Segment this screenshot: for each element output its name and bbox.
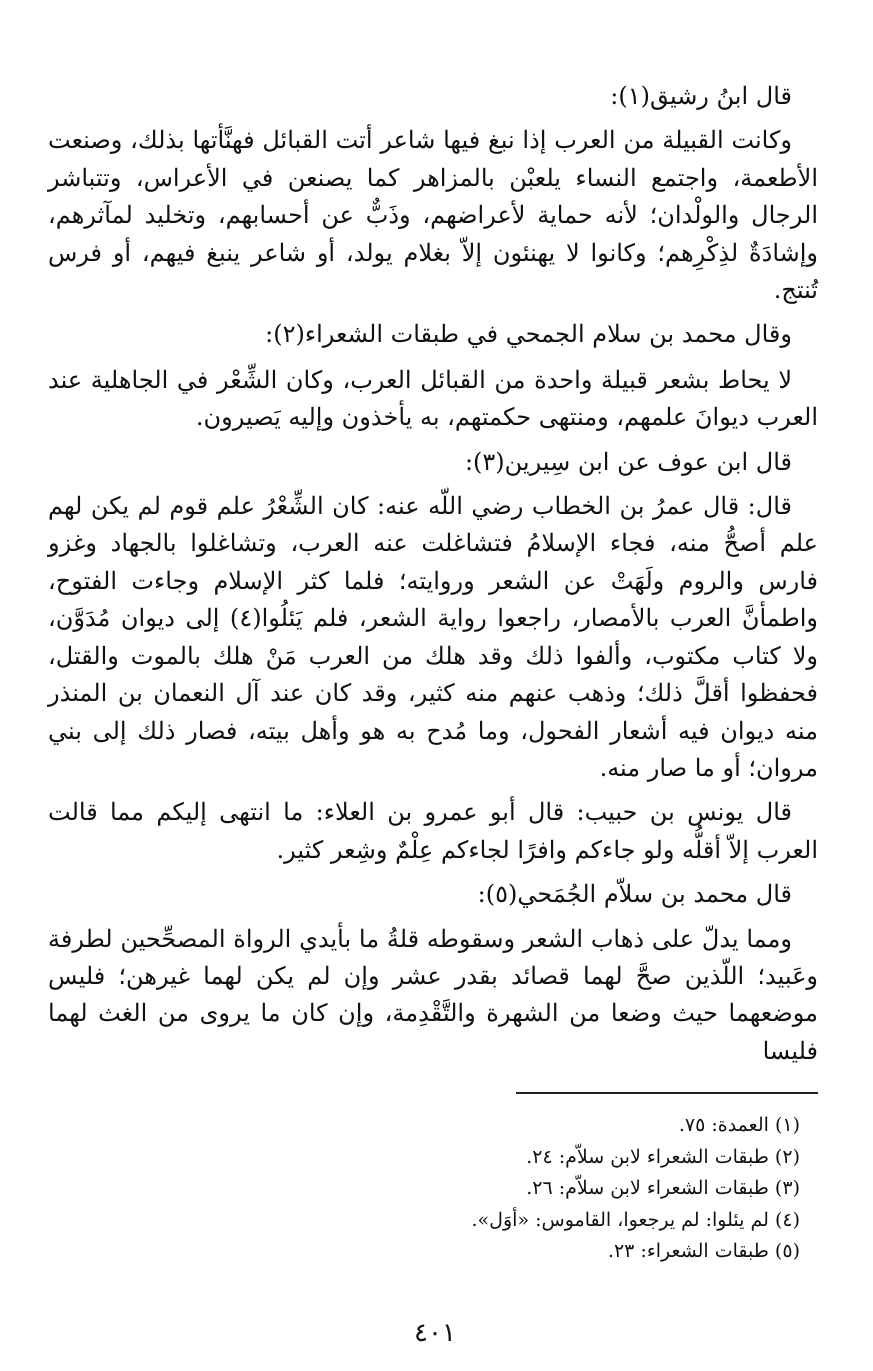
footnote-1: (١) العمدة: ٧٥. bbox=[678, 1114, 800, 1136]
intro-line-ibn-rashiq: قال ابنُ رشيق(١): bbox=[610, 82, 792, 110]
paragraph-umar-quote: قال: قال عمرُ بن الخطاب رضي اللّه عنه: كان الشِّعْرُ علم قوم لم يكن لهم علم أصحُّ منه، فجاء الإسلامُ فتشاغلت عنه العرب، وتشاغلوا بالجهاد وغزو فارس والروم ولَهَتْ عن الشعر وروايته؛ فلما كثر الإسلام وجاءت الفتوح، واطمأنَّ العرب بالأمصار، راجعوا رواية الشعر، فلم يَئلُوا(٤) إلى ديوان مُدَوَّن، ولا كتاب مكتوب، وألفوا ذلك وقد هلك من العرب مَنْ هلك بالموت والقتل، فحفظوا أقلَّ ذلك؛ وذهب عنهم منه كثير، وقد كان عند آل النعمان بن المنذر منه ديوان فيه أشعار الفحول، وما مُدح به هو وأهل بيته، فصار ذلك إلى بني مروان؛ أو ما صار منه. bbox=[48, 492, 818, 782]
paragraph-tribe-poet: وكانت القبيلة من العرب إذا نبغ فيها شاعر أتت القبائل فهنَّأتها بذلك، وصنعت الأطعمة، واجتمع النساء يلعبْن بالمزاهر كما يصنعن في الأعراس، وتتباشر الرجال والولْدان؛ لأنه حماية لأعراضهم، وذَبٌّ عن أحسابهم، وتخليد لمآثرهم، وإشادَةٌ لذِكْرِهم؛ وكانوا لا يهنئون إلاّ بغلام يولد، أو شاعر ينبغ فيهم، أو فرس تُنتج. bbox=[48, 126, 818, 305]
main-text bbox=[48, 78, 818, 1070]
intro-line-al-jumahi: قال محمد بن سلاّم الجُمَحي(٥): bbox=[477, 880, 792, 909]
paragraph-yunus-quote: قال يونس بن حبيب: قال أبو عمرو بن العلاء: ما انتهى إليكم مما قالت العرب إلاّ أقلُّه ولو جاءكم وافرًا لجاءكم عِلْمٌ وشِعر كثير. bbox=[48, 798, 818, 864]
footnote-3: (٣) طبقات الشعراء لابن سلاّم: ٢٦. bbox=[526, 1177, 800, 1199]
footnote-5: (٥) طبقات الشعراء: ٢٣. bbox=[607, 1240, 800, 1262]
intro-line-ibn-sirin: قال ابن عوف عن ابن سِيرين(٣): bbox=[464, 447, 792, 476]
footnotes bbox=[300, 1110, 800, 1268]
footnote-4: (٤) لم يئلوا: لم يرجعوا، القاموس: «أوَل». bbox=[471, 1208, 800, 1231]
paragraph-diwan-al-arab: لا يحاط بشعر قبيلة واحدة من القبائل العرب، وكان الشِّعْر في الجاهلية عند العرب ديوانَ علمهم، ومنتهى حكمتهم، به يأخذون وإليه يَصيرون. bbox=[48, 365, 818, 432]
footnote-2: (٢) طبقات الشعراء لابن سلاّم: ٢٤. bbox=[526, 1145, 800, 1168]
footnote-divider bbox=[516, 1092, 818, 1094]
page-number: ٤٠١ bbox=[414, 1318, 456, 1348]
intro-line-ibn-sallam: وقال محمد بن سلام الجمحي في طبقات الشعراء(٢): bbox=[265, 320, 792, 349]
paragraph-tarafa-abid: ومما يدلّ على ذهاب الشعر وسقوطه قلةُ ما بأيدي الرواة المصحِّحين لطرفة وعَبيد؛ اللّذين صحَّ لهما قصائد بقدر عشر وإن لم يكن لهما غيرهن؛ فليس موضعهما حيث وضعا من الشهرة والتَّقْدِمة، وإن كان ما يروى من الغث لهما فليسا bbox=[48, 924, 818, 1065]
